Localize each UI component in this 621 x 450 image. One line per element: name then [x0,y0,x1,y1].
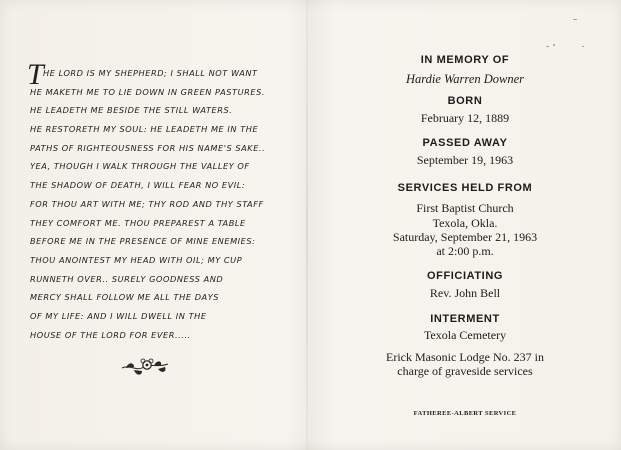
passed-date: September 19, 1963 [416,153,514,167]
psalm-line: HE RESTORETH MY SOUL: HE LEADETH ME IN THE [30,124,259,135]
officiant-name: Rev. John Bell [429,286,501,300]
psalm-line: THOU ANOINTEST MY HEAD WITH OIL; MY CUP [30,254,243,265]
dust-speck [546,46,549,47]
psalm-line: YEA, THOUGH I WALK THROUGH THE VALLEY OF [30,161,250,172]
funeral-home-footer: FATHEREE-ALBERT SERVICE [413,410,517,417]
psalm-line: HE LEADETH ME BESIDE THE STILL WATERS. [30,105,233,116]
lodge-line: charge of graveside services [397,364,533,378]
psalm-line: HE LORD IS MY SHEPHERD; I SHALL NOT WANT [43,68,258,78]
born-heading: BORN [447,95,483,107]
services-time: at 2:00 p.m. [436,244,494,258]
psalm-dropcap: T [27,58,45,91]
psalm-line: RUNNETH OVER.. SURELY GOODNESS AND [30,273,224,284]
psalm-line: HE MAKETH ME TO LIE DOWN IN GREEN PASTURES. [30,86,265,97]
officiating-heading: OFFICIATING [426,270,504,282]
dust-speck [582,46,584,47]
services-heading: SERVICES HELD FROM [397,182,533,194]
born-date: February 12, 1889 [420,111,510,125]
passed-heading: PASSED AWAY [422,137,508,149]
psalm-line: PATHS OF RIGHTEOUSNESS FOR HIS NAME'S SAKE.. [30,142,266,153]
memory-heading: IN MEMORY OF [420,54,510,66]
dust-speck [573,19,577,20]
psalm-line: BEFORE ME IN THE PRESENCE OF MINE ENEMIES: [30,236,256,247]
psalm-line: THE SHADOW OF DEATH, I WILL FEAR NO EVIL: [30,180,246,191]
psalm-line: FOR THOU ART WITH ME; THY ROD AND THY STAFF [30,198,264,209]
services-date: Saturday, September 21, 1963 [392,230,538,244]
floral-ornament-icon [120,352,170,380]
deceased-name: Hardie Warren Downer [405,72,525,86]
services-place: Texola, Okla. [432,216,498,230]
center-fold [306,0,308,450]
lodge-line: Erick Masonic Lodge No. 237 in [386,350,544,364]
psalm-line: MERCY SHALL FOLLOW ME ALL THE DAYS [30,292,219,303]
psalm-line: THEY COMFORT ME. THOU PREPAREST A TABLE [30,217,246,228]
services-church: First Baptist Church [416,201,514,215]
psalm-line: HOUSE OF THE LORD FOR EVER..... [30,329,191,340]
interment-heading: INTERMENT [430,313,500,325]
psalm-line: OF MY LIFE: AND I WILL DWELL IN THE [30,310,207,321]
psalm-text [27,58,280,344]
dust-speck [553,44,555,46]
cemetery-name: Texola Cemetery [423,328,507,342]
